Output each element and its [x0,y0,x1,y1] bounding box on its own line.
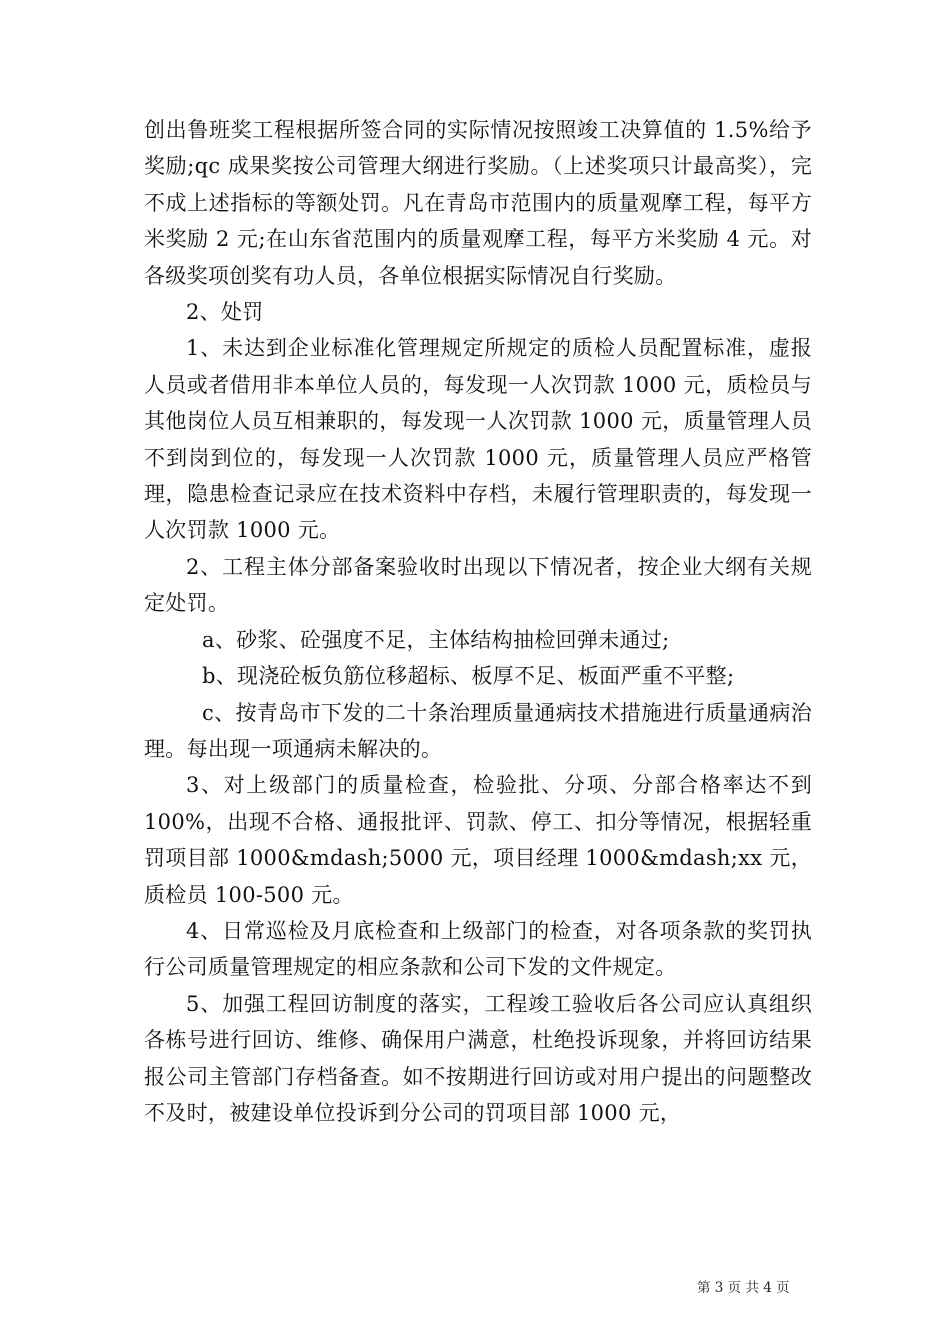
paragraph-item-5: 5、加强工程回访制度的落实，工程竣工验收后各公司应认真组织各栋号进行回访、维修、确保用户满意，杜绝投诉现象，并将回访结果报公司主管部门存档备查。如不按期进行回访或对用户提出的问题整改不及时，被建设单位投诉到分公司的罚项目部 1000 元， [144,991,812,1125]
paragraph-item-2: 2、工程主体分部备案验收时出现以下情况者，按企业大纲有关规定处罚。 [144,554,812,616]
section-heading-penalty: 2、处罚 [186,300,264,325]
paragraph-sub-item-a: a、砂浆、砼强度不足，主体结构抽检回弹未通过; [202,627,670,652]
page-number-footer: 第 3 页 共 4 页 [697,1280,790,1296]
paragraph-sub-item-b: b、现浇砼板负筋位移超标、板厚不足、板面严重不平整; [202,664,735,689]
paragraph-sub-item-c: c、按青岛市下发的二十条治理质量通病技术措施进行质量通病治理。每出现一项通病未解决的。 [144,700,812,761]
paragraph-item-4: 4、日常巡检及月底检查和上级部门的检查，对各项条款的奖罚执行公司质量管理规定的相应条款和公司下发的文件规定。 [144,918,812,980]
document-body [144,112,812,1131]
paragraph-item-1: 1、未达到企业标准化管理规定所规定的质检人员配置标准，虚报人员或者借用非本单位人员的，每发现一人次罚款 1000 元，质检员与其他岗位人员互相兼职的，每发现一人次罚款 1000 元，质量管理人员不到岗到位的，每发现一人次罚款 1000 元，质量管理人员应严格管理，隐患检查记录应在技术资料中存档，未履行管理职责的，每发现一人次罚款 1000 元。 [144,336,812,543]
paragraph-item-3: 3、对上级部门的质量检查，检验批、分项、分部合格率达不到 100%，出现不合格、通报批评、罚款、停工、扣分等情况，根据轻重罚项目部 1000&mdash;5000 元，项目经理 1000&mdash;xx 元，质检员 100-500 元。 [144,773,812,907]
paragraph-award-details: 创出鲁班奖工程根据所签合同的实际情况按照竣工决算值的 1.5%给予奖励;qc 成果奖按公司管理大纲进行奖励。（上述奖项只计最高奖），完不成上述指标的等额处罚。凡在青岛市范围内的质量观摩工程，每平方米奖励 2 元;在山东省范围内的质量观摩工程，每平方米奖励 4 元。对各级奖项创奖有功人员，各单位根据实际情况自行奖励。 [144,118,812,288]
